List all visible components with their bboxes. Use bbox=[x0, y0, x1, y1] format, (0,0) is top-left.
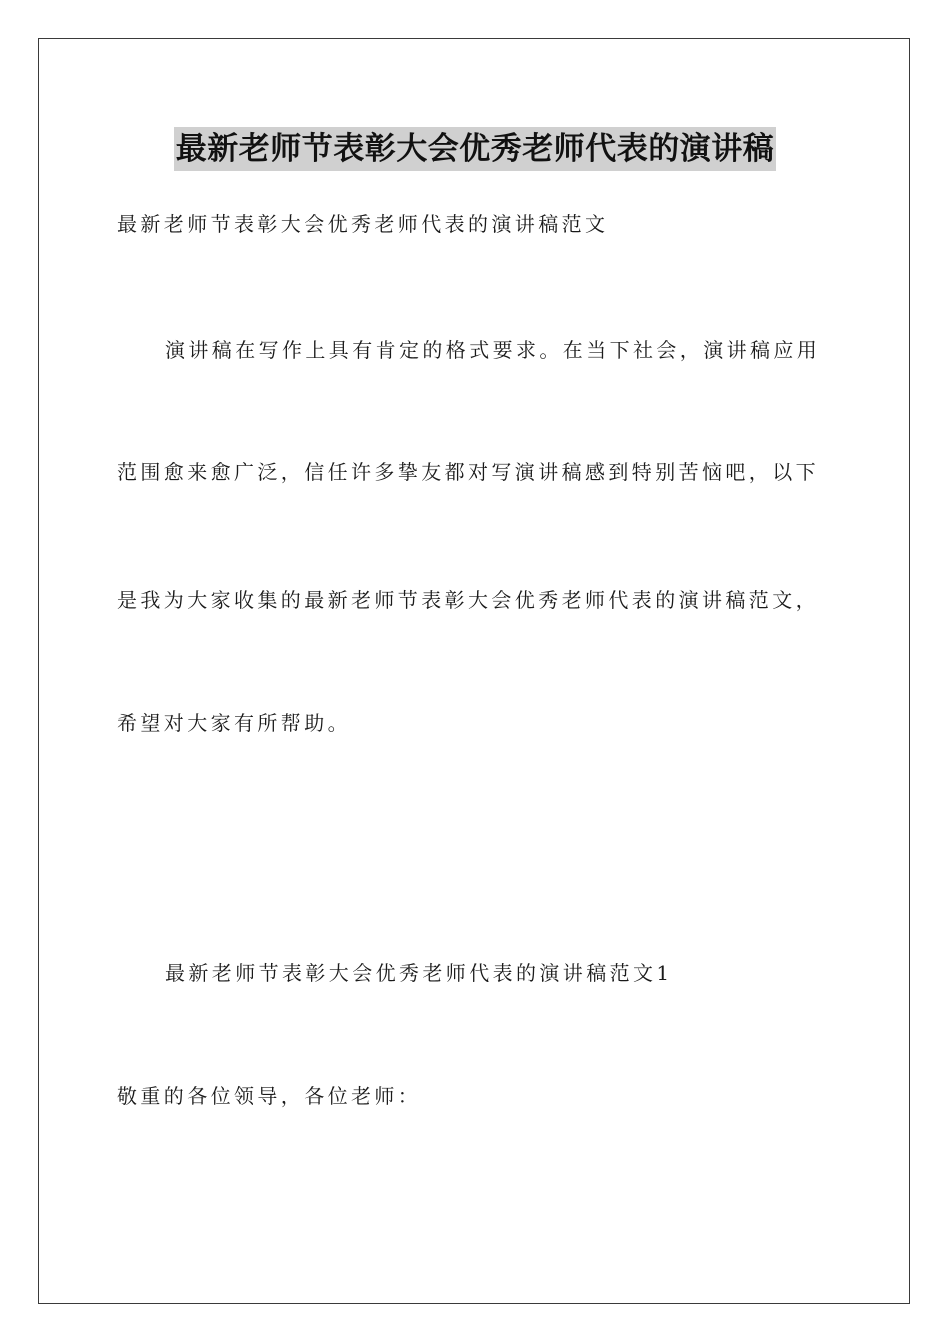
salutation: 敬重的各位领导，各位老师： bbox=[117, 1084, 422, 1108]
intro-line-1: 演讲稿在写作上具有肯定的格式要求。在当下社会，演讲稿应用 bbox=[165, 338, 821, 362]
intro-line-4: 希望对大家有所帮助。 bbox=[117, 711, 351, 735]
intro-line-2: 范围愈来愈广泛，信任许多挚友都对写演讲稿感到特别苦恼吧，以下 bbox=[117, 460, 819, 484]
intro-line-3: 是我为大家收集的最新老师节表彰大会优秀老师代表的演讲稿范文， bbox=[117, 588, 819, 612]
document-subtitle: 最新老师节表彰大会优秀老师代表的演讲稿范文 bbox=[117, 212, 609, 236]
document-title: 最新老师节表彰大会优秀老师代表的演讲稿 bbox=[174, 127, 777, 171]
title-container bbox=[0, 127, 950, 171]
section-heading: 最新老师节表彰大会优秀老师代表的演讲稿范文1 bbox=[165, 961, 673, 985]
